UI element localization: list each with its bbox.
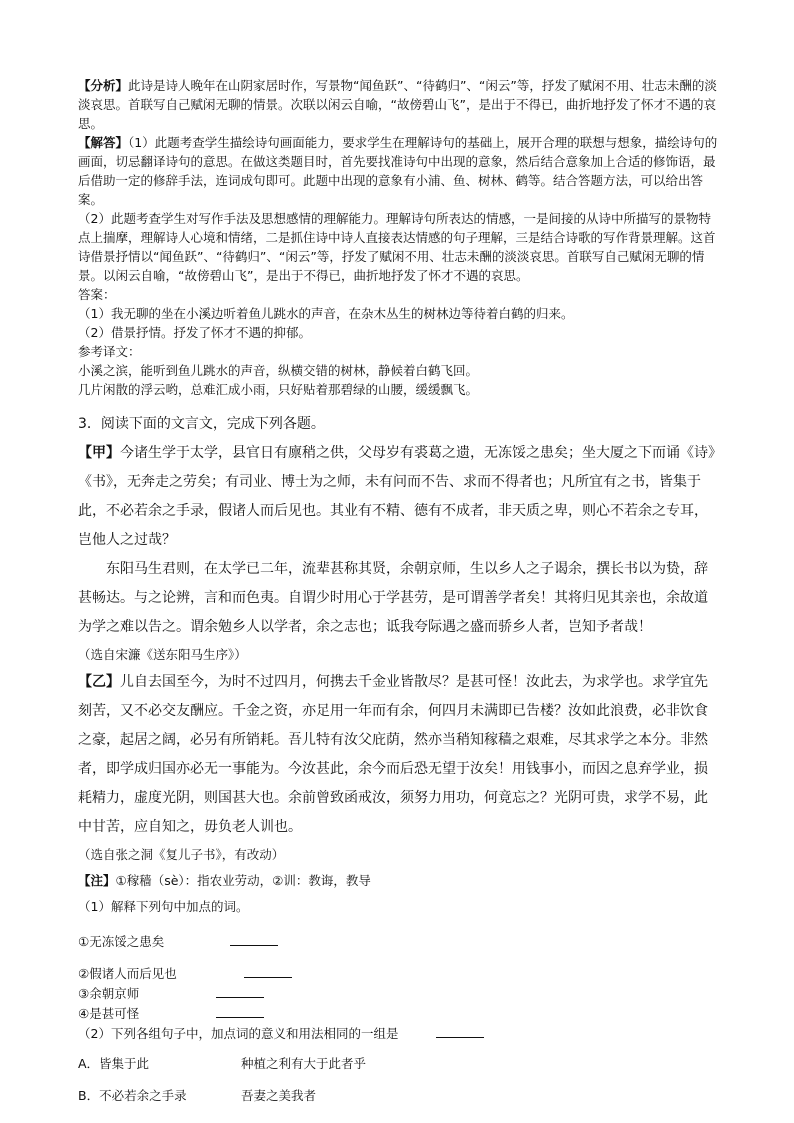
sub-question-2-text: （2）下列各组句子中，加点词的意义和用法相同的一组是	[78, 1026, 399, 1041]
answer-blank-4[interactable]	[216, 1004, 264, 1018]
analysis-text: 此诗是诗人晚年在山阴家居时作，写景物“闻鱼跃”、“待鹤归”、“闲云”等，抒发了赋闲不用、壮志未酬的淡淡哀思。首联写自己赋闲无聊的情景。次联以闲云自喻，“故傍碧山飞”，是出于不得已，曲折地抒发了怀才不遇的哀思。	[78, 78, 717, 131]
option-a-right: 种植之利有大于此者乎	[241, 1056, 367, 1071]
reference-translation-line-2: 几片闲散的浮云哟，总难汇成小雨，只好贴着那碧绿的山腰，缓缓飘飞。	[78, 382, 479, 397]
notes-text: ①稼穑（sè）：指农业劳动，②训：教诲，教导	[115, 873, 371, 888]
passage-yi-source: （选自张之洞《复儿子书》，有改动）	[78, 847, 285, 862]
passage-jia-text-1: 今诸生学于太学，县官日有廪稍之供，父母岁有裘葛之遗，无冻馁之患矣；坐大厦之下而诵《诗》《书》，无奔走之劳矣；有司业、博士为之师，未有问而不告、求而不得者也；凡所宜有之书，皆集于此，不必若余之手录，假诸人而后见也。其业有不精、德有不成者，非天质之卑，则心不若余之专耳，岂他人之过哉？	[78, 445, 715, 548]
option-b-right: 吾妻之美我者	[241, 1088, 317, 1103]
passage-yi-text: 儿自去国至今，为时不过四月，何携去千金业皆散尽？是甚可怪！汝此去，为求学也。求学宜先刻苦，又不必交友酬应。千金之资，亦足用一年而有余，何四月未满即已告楼？汝如此浪费，必非饮食之豪，起居之阔，必另有所销耗。吾儿特有汝父庇荫，然亦当稍知稼穑之艰难，尽其求学之本分。非然者，即学成归国亦必无一事能为。今汝甚此，余今而后恐无望于汝矣！用钱事小，而因之息弃学业，损耗精力，虚度光阴，则国甚大也。余前曾致函戒汝，须努力用功，何竟忘之？光阴可贵，求学不易，此中甘苦，应自知之，毋负老人训也。	[78, 674, 708, 835]
option-a	[78, 1050, 720, 1078]
sub-question-2	[78, 1024, 720, 1044]
answer-paragraph-1	[78, 133, 720, 209]
answer-item-2: （2）借景抒情。抒发了怀才不遇的抑郁。	[78, 325, 311, 340]
word-item-2-text: ②假诸人而后见也	[78, 966, 177, 981]
option-b	[78, 1082, 720, 1110]
notes-label: 【注】	[78, 873, 116, 888]
question-3-title: 3．阅读下面的文言文，完成下列各题。	[78, 416, 325, 432]
word-item-4	[78, 1004, 720, 1024]
answer-heading: 答案：	[78, 287, 116, 302]
word-item-2	[78, 964, 720, 984]
analysis-answer-section	[78, 76, 720, 399]
word-item-4-text: ④是甚可怪	[78, 1006, 140, 1021]
word-item-1-text: ①无冻馁之患矣	[78, 934, 165, 949]
answer-paragraph-2: （2）此题考查学生对写作手法及思想感情的理解能力。理解诗句所表达的情感，一是间接的从诗中所描写的景物特点上揣摩，理解诗人心境和情绪，二是抓住诗中诗人直接表达情感的句子理解，三是结合诗歌的写作背景理解。这首诗借景抒情以“闻鱼跃”、“待鹤归”、“闲云”等，抒发了赋闲不用、壮志未酬的淡淡哀思。首联写自己赋闲无聊的情景。以闲云自喻，“故傍碧山飞”，是出于不得已，曲折地抒发了怀才不遇的哀思。	[78, 211, 716, 283]
passage-jia-source: （选自宋濂《送东阳马生序》）	[78, 647, 247, 662]
reference-translation-heading: 参考译文：	[78, 344, 141, 359]
reference-translation-line-1: 小溪之滨，能听到鱼儿跳水的声音，纵横交错的树林，静候着白鹤飞回。	[78, 363, 479, 378]
answer-label: 【解答】	[78, 135, 129, 150]
answer-blank-2[interactable]	[244, 964, 292, 978]
answer-p1-text: （1）此题考查学生描绘诗句画面能力，要求学生在理解诗句的基础上，展开合理的联想与想象，描绘诗句的画面，切忌翻译诗句的意思。在做这类题目时，首先要找准诗句中出现的意象，然后结合意象加上合适的修饰语，最后借助一定的修辞手法，连词成句即可。此题中出现的意象有小浦、鱼、树林、鹤等。结合答题方法，可以给出答案。	[78, 135, 718, 207]
passage-yi-label: 【乙】	[78, 674, 120, 690]
passage-jia-label: 【甲】	[78, 445, 120, 461]
word-item-3	[78, 984, 720, 1004]
option-a-left: A．皆集于此	[78, 1056, 150, 1071]
option-b-left: B．不必若余之手录	[78, 1088, 187, 1103]
question-3-section	[78, 410, 720, 1110]
word-item-3-text: ③余朝京师	[78, 986, 140, 1001]
passage-jia-paragraph-2: 东阳马生君则，在太学已二年，流辈甚称其贤，余朝京师，生以乡人之子谒余，撰长书以为贽，辞甚畅达。与之论辨，言和而色夷。自谓少时用心于学甚劳，是可谓善学者矣！其将归见其亲也，余故道为学之难以告之。谓余勉乡人以学者，余之志也；诋我夸际遇之盛而骄乡人者，岂知予者哉！	[78, 561, 708, 635]
sub-question-1: （1）解释下列句中加点的词。	[78, 899, 249, 914]
answer-item-1: （1）我无聊的坐在小溪边听着鱼儿跳水的声音，在杂木丛生的树林边等待着白鹤的归来。	[78, 306, 574, 321]
passage-yi-paragraph	[78, 668, 720, 842]
answer-blank-3[interactable]	[216, 984, 264, 998]
answer-blank-5[interactable]	[436, 1024, 484, 1038]
word-item-1	[78, 932, 720, 952]
answer-blank-1[interactable]	[230, 932, 278, 946]
passage-jia-paragraph-1	[78, 439, 720, 555]
analysis-label: 【分析】	[78, 78, 129, 93]
analysis-paragraph	[78, 76, 720, 133]
notes	[78, 868, 720, 894]
